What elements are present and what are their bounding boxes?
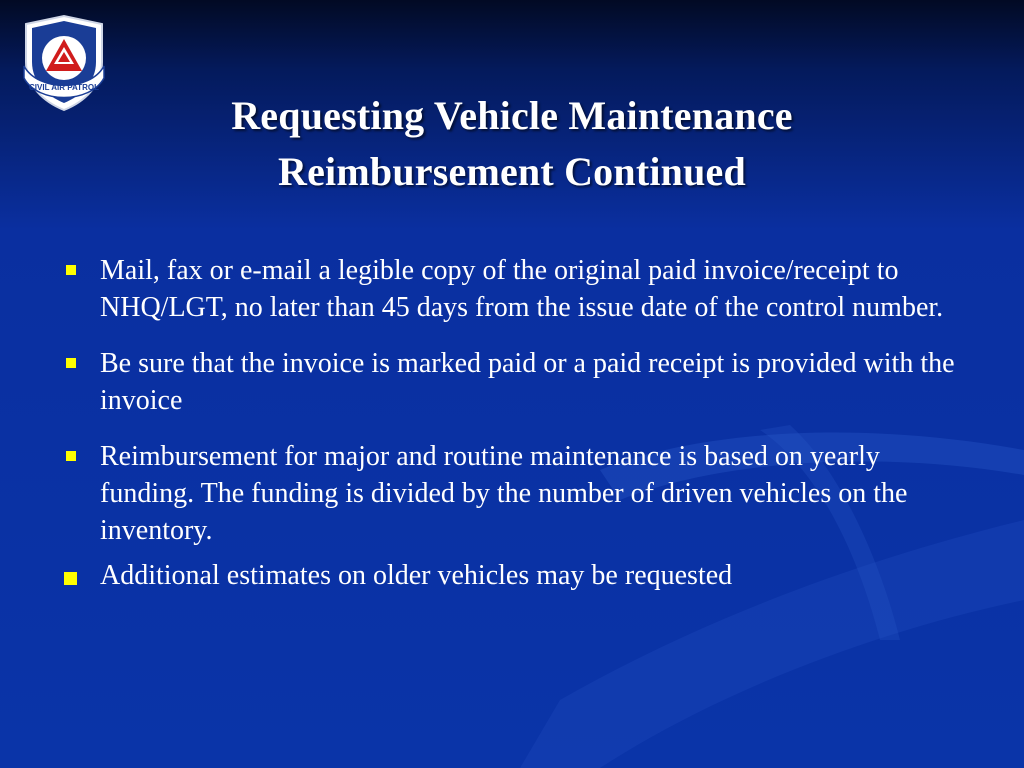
slide-title: [0, 88, 1024, 200]
bullet-text: Additional estimates on older vehicles may be requested: [100, 560, 733, 591]
bullet-item: [60, 557, 960, 594]
bullet-text: Be sure that the invoice is marked paid or a paid receipt is provided with the invoice: [100, 348, 955, 416]
logo-text: CIVIL AIR PATROL: [29, 83, 99, 92]
bullet-text: Reimbursement for major and routine maintenance is based on yearly funding. The funding is divided by the number of driven vehicles on the inventory.: [100, 441, 908, 546]
bullet-list: [60, 252, 960, 613]
title-line: Reimbursement Continued: [278, 149, 746, 194]
bullet-text: Mail, fax or e-mail a legible copy of the original paid invoice/receipt to NHQ/LGT, no later than 45 days from the issue date of the control number.: [100, 255, 944, 323]
square-bullet-icon: [66, 358, 76, 368]
square-bullet-icon: [64, 572, 77, 585]
title-line: Requesting Vehicle Maintenance: [231, 93, 793, 138]
bullet-item: [60, 345, 960, 419]
bullet-item: [60, 252, 960, 326]
bullet-item: [60, 438, 960, 549]
square-bullet-icon: [66, 265, 76, 275]
square-bullet-icon: [66, 451, 76, 461]
